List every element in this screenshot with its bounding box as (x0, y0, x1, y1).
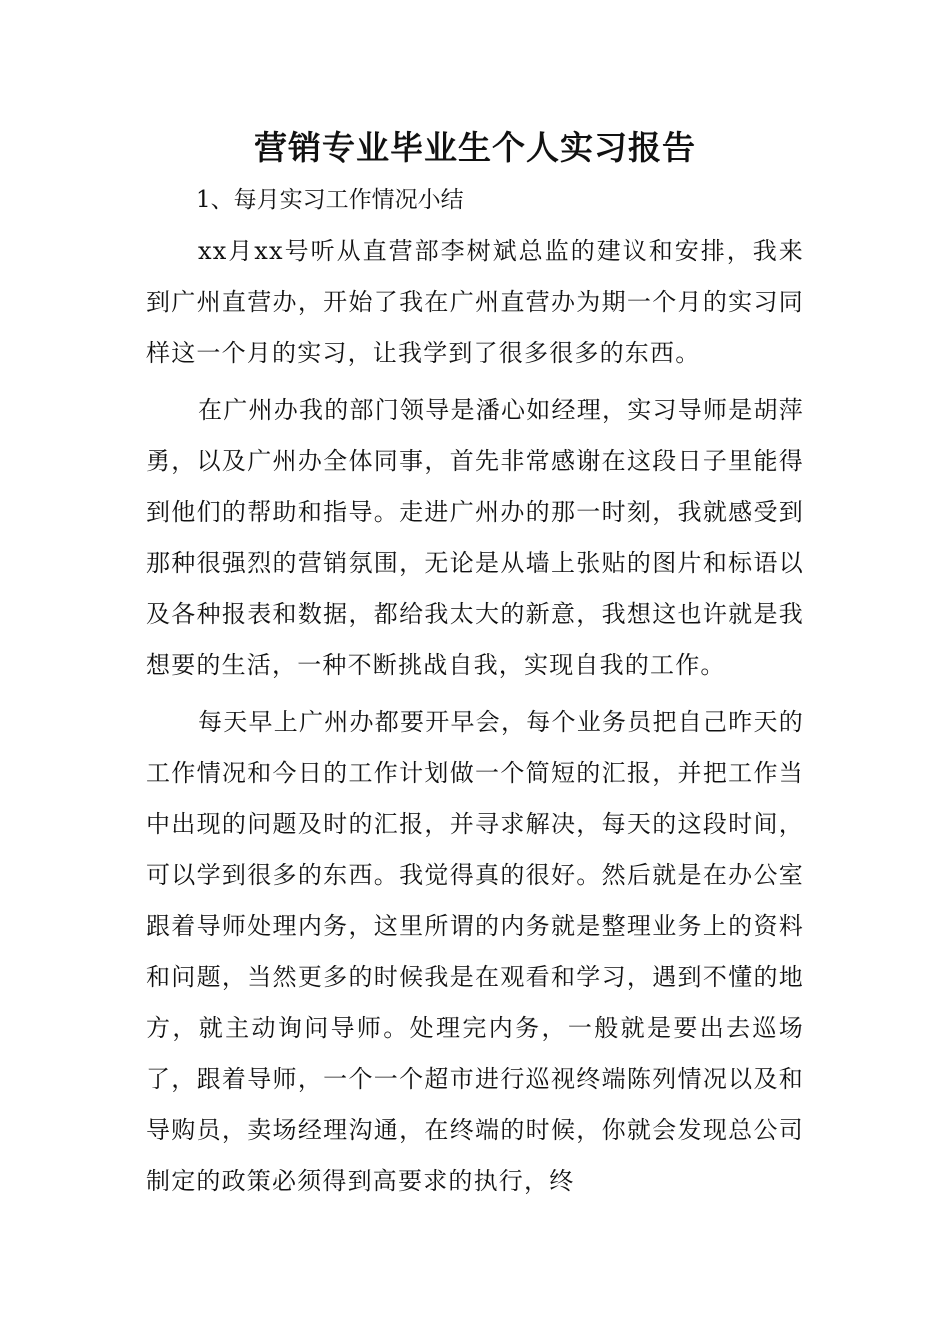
paragraph-2: 在广州办我的部门领导是潘心如经理，实习导师是胡萍勇，以及广州办全体同事，首先非常感谢在这段日子里能得到他们的帮助和指导。走进广州办的那一时刻，我就感受到那种很强烈的营销氛围，无论是从墙上张贴的图片和标语以及各种报表和数据，都给我太大的新意，我想这也许就是我想要的生活，一种不断挑战自我，实现自我的工作。 (146, 396, 804, 679)
document-title: 营销专业毕业生个人实习报告 (254, 128, 696, 167)
section-heading: 1、每月实习工作情况小结 (196, 187, 464, 213)
paragraph-1: xx月xx号听从直营部李树斌总监的建议和安排，我来到广州直营办，开始了我在广州直营办为期一个月的实习同样这一个月的实习，让我学到了很多很多的东西。 (146, 237, 804, 367)
paragraph-3: 每天早上广州办都要开早会，每个业务员把自己昨天的工作情况和今日的工作计划做一个简短的汇报，并把工作当中出现的问题及时的汇报，并寻求解决，每天的这段时间，可以学到很多的东西。我觉得真的很好。然后就是在办公室跟着导师处理内务，这里所谓的内务就是整理业务上的资料和问题，当然更多的时候我是在观看和学习，遇到不懂的地方，就主动询问导师。处理完内务，一般就是要出去巡场了，跟着导师，一个一个超市进行巡视终端陈列情况以及和导购员，卖场经理沟通，在终端的时候，你就会发现总公司制定的政策必须得到高要求的执行，终 (146, 708, 804, 1195)
